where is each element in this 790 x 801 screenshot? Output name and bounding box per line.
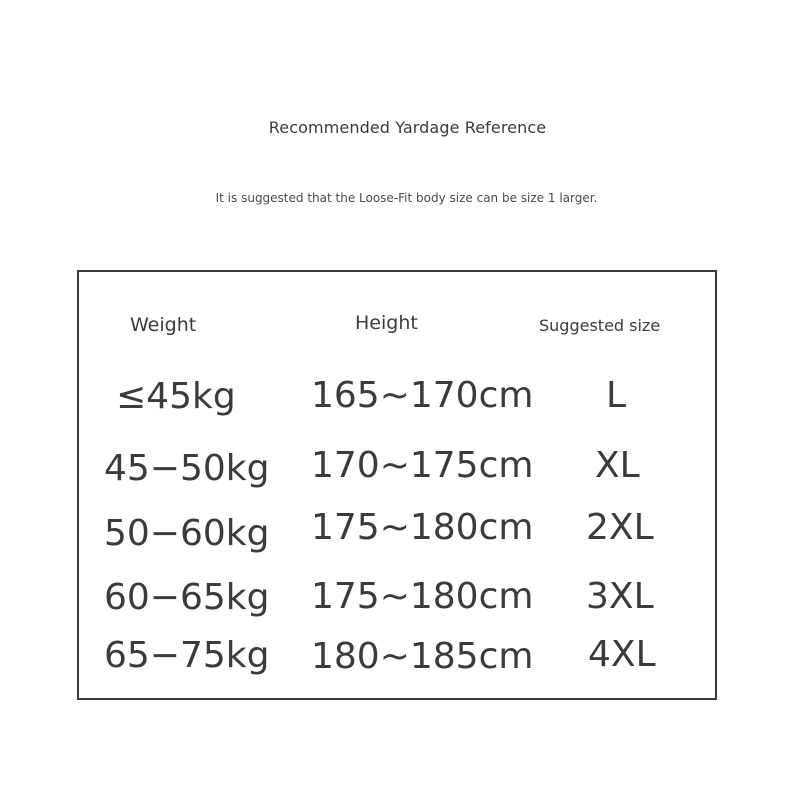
row-1-weight: ≤45kg (116, 376, 236, 417)
column-header-weight: Weight (130, 314, 197, 336)
row-5-weight: 65−75kg (104, 635, 270, 676)
row-5-size: 4XL (588, 634, 656, 675)
row-3-weight: 50−60kg (104, 513, 270, 554)
row-4-size: 3XL (586, 576, 654, 617)
fit-note: It is suggested that the Loose-Fit body size can be size 1 larger. (215, 191, 598, 205)
row-1-height: 165~170cm (311, 375, 534, 416)
row-4-height: 175~180cm (311, 576, 534, 617)
row-4-weight: 60−65kg (104, 577, 270, 618)
column-header-height: Height (355, 312, 418, 334)
column-header-suggested-size: Suggested size (539, 316, 661, 335)
row-1-size: L (606, 375, 627, 416)
row-2-size: XL (595, 445, 640, 486)
row-3-size: 2XL (586, 507, 654, 548)
page-title: Recommended Yardage Reference (268, 118, 547, 137)
row-5-height: 180~185cm (311, 636, 534, 677)
row-2-weight: 45−50kg (104, 448, 270, 489)
row-2-height: 170~175cm (311, 445, 534, 486)
row-3-height: 175~180cm (311, 507, 534, 548)
